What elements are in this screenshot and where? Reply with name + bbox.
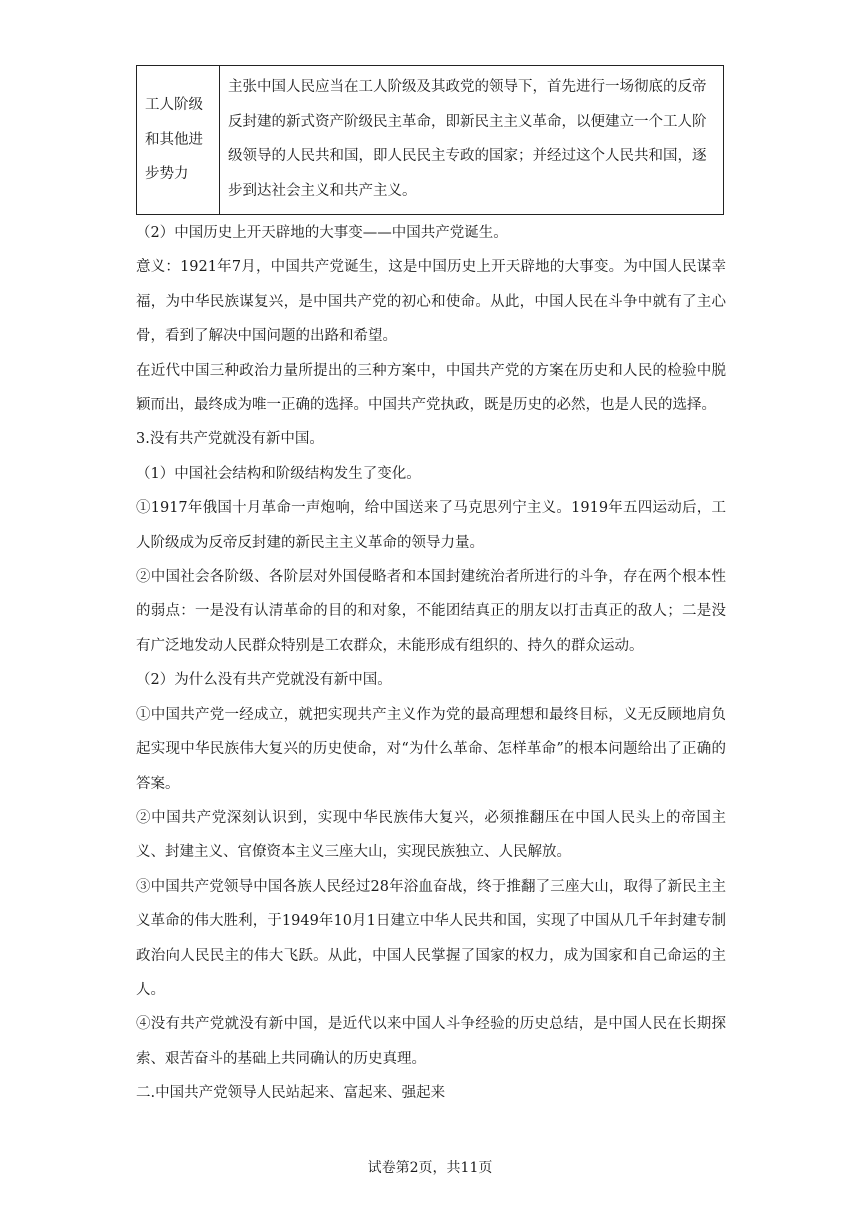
paragraph-why-4: ④没有共产党就没有新中国，是近代以来中国人斗争经验的历史总结，是中国人民在长期探索、艰苦奋斗的基础上共同确认的历史真理。	[136, 1016, 726, 1067]
paragraph-item-2: ②中国社会各阶级、各阶层对外国侵略者和本国封建统治者所进行的斗争，存在两个根本性的弱点：一是没有认清革命的目的和对象，不能团结真正的朋友以打击真正的敌人；二是没有广泛地发动人民群众特别是工农群众，未能形成有组织的、持久的群众运动。	[136, 569, 726, 654]
table-row-label: 工人阶级和其他进步势力	[137, 66, 220, 215]
paragraph-significance: 意义：1921年7月，中国共产党诞生，这是中国历史上开天辟地的大事变。为中国人民谋幸福，为中华民族谋复兴，是中国共产党的初心和使命。从此，中国人民在斗争中就有了主心骨，看到了解决中国问题的出路和希望。	[136, 259, 726, 345]
political-forces-table	[136, 65, 724, 215]
subheading-why: （2）为什么没有共产党就没有新中国。	[136, 672, 392, 689]
paragraph-why-2: ②中国共产党深刻认识到，实现中华民族伟大复兴，必须推翻压在中国人民头上的帝国主义、封建主义、官僚资本主义三座大山，实现民族独立、人民解放。	[136, 809, 726, 861]
section-heading-two: 二.中国共产党领导人民站起来、富起来、强起来	[136, 1085, 446, 1102]
paragraph-item-1: ①1917年俄国十月革命一声炮响，给中国送来了马克思列宁主义。1919年五四运动后，工人阶级成为反帝反封建的新民主主义革命的领导力量。	[136, 500, 726, 551]
subheading-party-founded: （2）中国历史上开天辟地的大事变——中国共产党诞生。	[136, 225, 508, 241]
table-row-content: 主张中国人民应当在工人阶级及其政党的领导下，首先进行一场彻底的反帝反封建的新式资产阶级民主革命，即新民主主义革命，以便建立一个工人阶级领导的人民共和国，即人民民主专政的国家；并经过这个人民共和国，逐步到达社会主义和共产主义。	[220, 66, 724, 215]
subheading-social-structure: （1）中国社会结构和阶级结构发生了变化。	[136, 465, 421, 482]
document-body	[136, 216, 726, 1111]
paragraph-three-plans: 在近代中国三种政治力量所提出的三种方案中，中国共产党的方案在历史和人民的检验中脱颖而出，最终成为唯一正确的选择。中国共产党执政，既是历史的必然，也是人民的选择。	[136, 362, 726, 414]
section-heading-no-party-no-new-china: 3.没有共产党就没有新中国。	[136, 431, 324, 448]
paragraph-why-3: ③中国共产党领导中国各族人民经过28年浴血奋战，终于推翻了三座大山，取得了新民主主义革命的伟大胜利，于1949年10月1日建立中华人民共和国，实现了中国从几千年封建专制政治向人民民主的伟大飞跃。从此，中国人民掌握了国家的权力，成为国家和自己命运的主人。	[136, 878, 726, 998]
page-footer: 试卷第2页，共11页	[367, 1160, 493, 1176]
paragraph-why-1: ①中国共产党一经成立，就把实现共产主义作为党的最高理想和最终目标，义无反顾地肩负起实现中华民族伟大复兴的历史使命，对“为什么革命、怎样革命”的根本问题给出了正确的答案。	[136, 706, 726, 792]
table-row	[137, 66, 724, 215]
